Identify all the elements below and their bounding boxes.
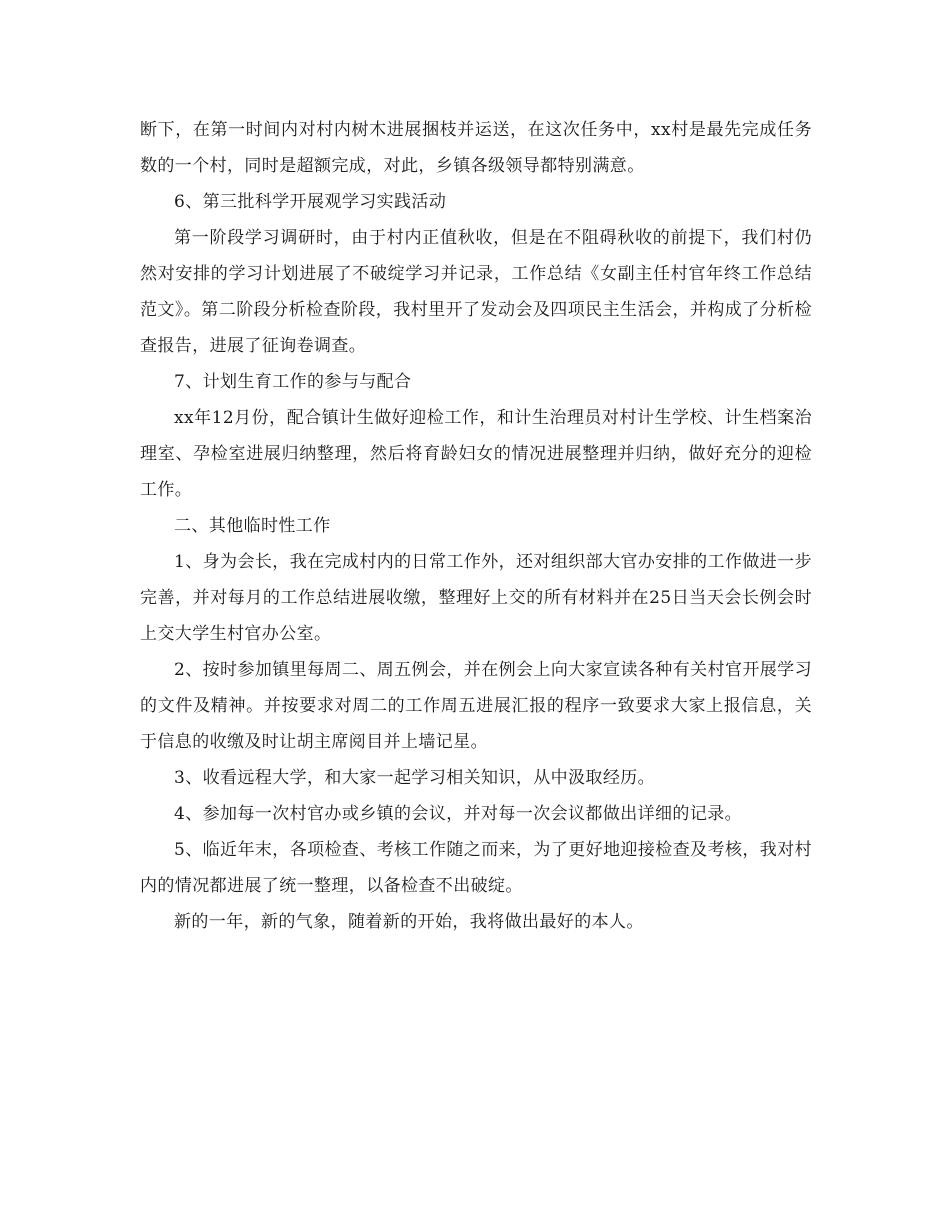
- paragraph-closing: 新的一年，新的气象，随着新的开始，我将做出最好的本人。: [174, 912, 644, 932]
- section-heading-other-work: 二、其他临时性工作: [174, 516, 331, 536]
- paragraph-item-4: 4、参加每一次村官办或乡镇的会议，并对每一次会议都做出详细的记录。: [174, 804, 743, 824]
- paragraph-item-5: 5、临近年末，各项检查、考核工作随之而来，为了更好地迎接检查及考核，我对村内的情况都进展了统一整理，以备检查不出破绽。: [140, 840, 812, 896]
- paragraph-item-3: 3、收看远程大学，和大家一起学习相关知识，从中汲取经历。: [174, 768, 656, 788]
- document-body: [140, 112, 812, 940]
- paragraph-continued: 断下，在第一时间内对村内树木进展捆枝并运送，在这次任务中，xx村是最先完成任务数的一个村，同时是超额完成，对此，乡镇各级领导都特别满意。: [140, 120, 812, 176]
- paragraph-study-activity: 第一阶段学习调研时，由于村内正值秋收，但是在不阻碍秋收的前提下，我们村仍然对安排的学习计划进展了不破绽学习并记录，工作总结《女副主任村官年终工作总结范文》。第二阶段分析检查阶段，我村里开了发动会及四项民主生活会，并构成了分析检查报告，进展了征询卷调查。: [140, 228, 812, 356]
- section-heading-6: 6、第三批科学开展观学习实践活动: [174, 192, 447, 212]
- paragraph-item-2: 2、按时参加镇里每周二、周五例会，并在例会上向大家宣读各种有关村官开展学习的文件及精神。并按要求对周二的工作周五进展汇报的程序一致要求大家上报信息，关于信息的收缴及时让胡主席阅目并上墙记星。: [140, 660, 812, 752]
- paragraph-item-1: 1、身为会长，我在完成村内的日常工作外，还对组织部大官办安排的工作做进一步完善，并对每月的工作总结进展收缴，整理好上交的所有材料并在25日当天会长例会时上交大学生村官办公室。: [140, 552, 812, 644]
- paragraph-family-planning: xx年12月份，配合镇计生做好迎检工作，和计生治理员对村计生学校、计生档案治理室、孕检室进展归纳整理，然后将育龄妇女的情况进展整理并归纳，做好充分的迎检工作。: [140, 408, 812, 500]
- section-heading-7: 7、计划生育工作的参与与配合: [174, 372, 412, 392]
